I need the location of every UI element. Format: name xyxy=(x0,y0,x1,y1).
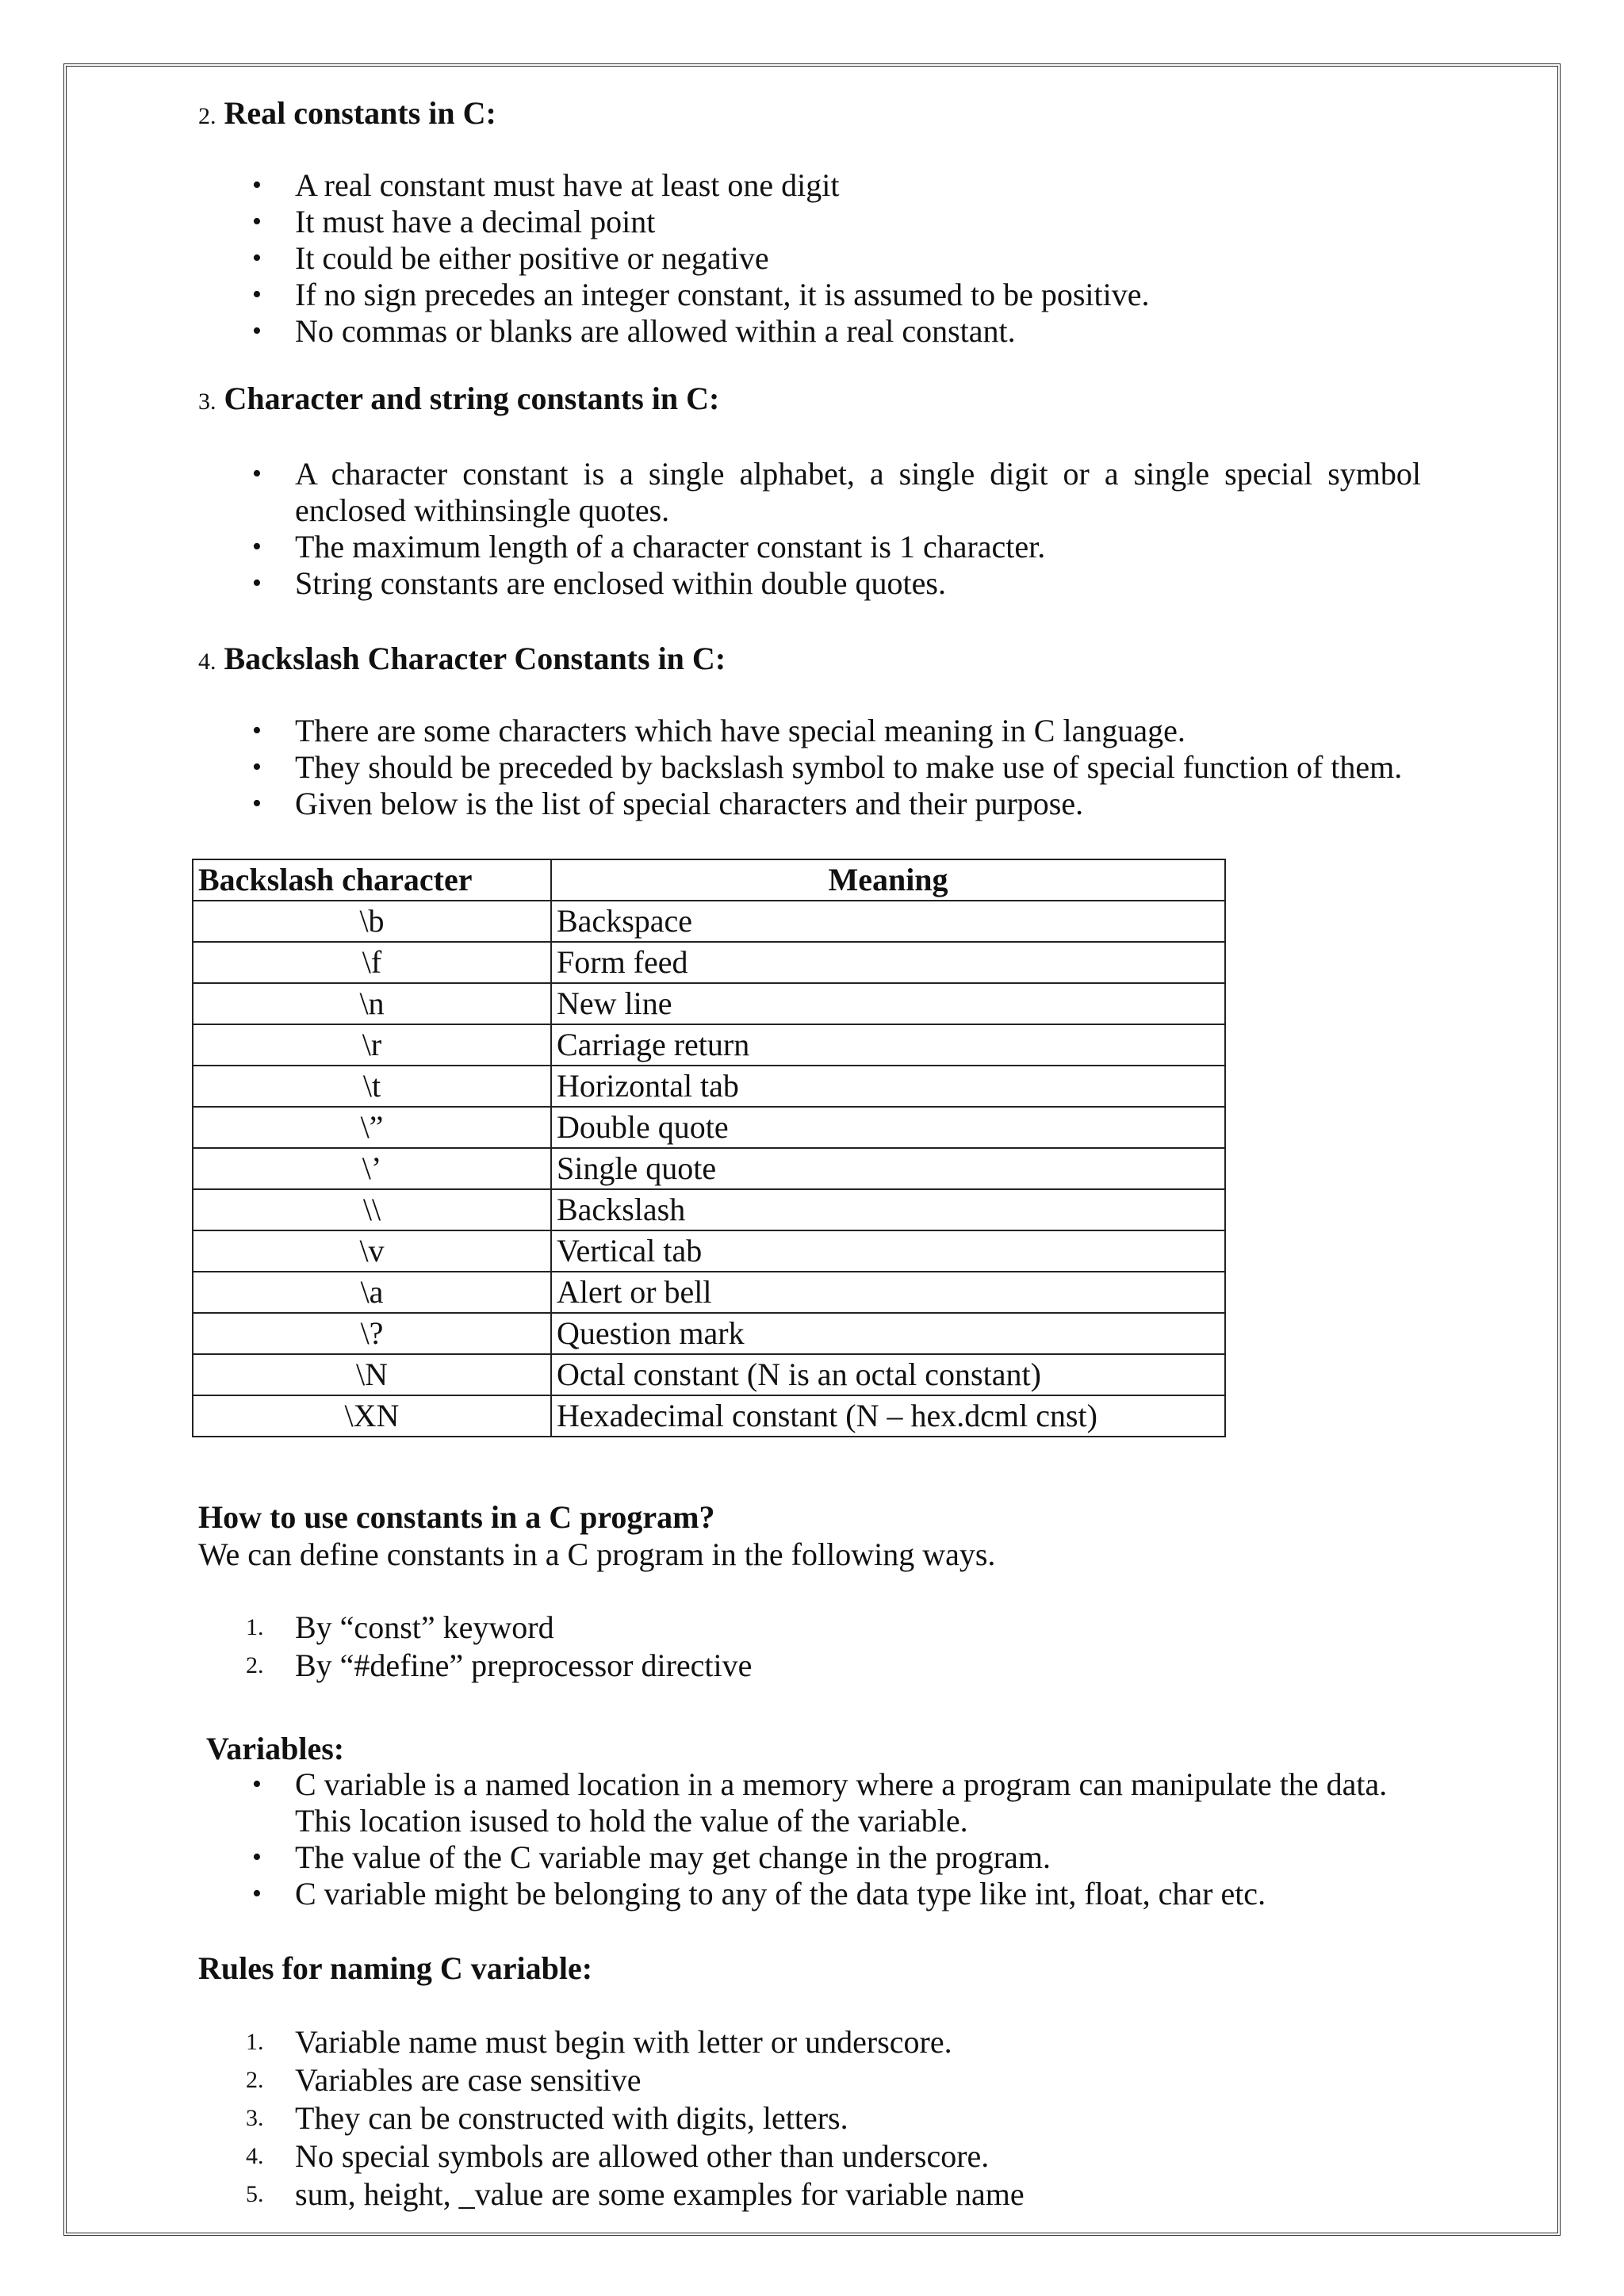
section-number: 2. xyxy=(198,103,216,129)
table-row xyxy=(193,1148,1225,1189)
heading-how-to-use-constants xyxy=(198,1499,715,1536)
list-item xyxy=(246,2175,1025,2214)
table-cell-meaning: Backspace xyxy=(551,901,1225,942)
list-item xyxy=(246,2061,1025,2099)
table-cell-character: \\ xyxy=(193,1189,551,1230)
list-item: • C variable is a named location in a memory where a program can manipulate the data. This location isused to hold the value of the variable. xyxy=(295,1766,1389,1839)
list-item: • C variable might be belonging to any of the data type like int, float, char etc. xyxy=(295,1876,1389,1912)
table-cell-character: \N xyxy=(193,1354,551,1395)
list-item: • There are some characters which have special meaning in C language. xyxy=(295,713,1484,749)
table-row xyxy=(193,1395,1225,1437)
list-item xyxy=(246,2023,1025,2061)
table-cell-character: \XN xyxy=(193,1395,551,1437)
table-cell-meaning: Hexadecimal constant (N – hex.dcml cnst) xyxy=(551,1395,1225,1437)
column-header-backslash-character: Backslash character xyxy=(193,859,551,901)
table-row xyxy=(193,1272,1225,1313)
heading-rules-naming-variables xyxy=(198,1950,592,1987)
table-cell-meaning: Carriage return xyxy=(551,1024,1225,1066)
list-item: • It must have a decimal point xyxy=(295,204,1437,240)
table-cell-character: \t xyxy=(193,1066,551,1107)
table-row xyxy=(193,983,1225,1024)
table-cell-character: \” xyxy=(193,1107,551,1148)
table-cell-character: \? xyxy=(193,1313,551,1354)
section-title: How to use constants in a C program? xyxy=(198,1499,715,1535)
item-number: 3. xyxy=(246,2105,264,2131)
backslash-characters-table xyxy=(192,859,1226,1437)
table-row xyxy=(193,1313,1225,1354)
item-number: 1. xyxy=(246,2029,264,2055)
list-item xyxy=(246,2099,1025,2137)
table-cell-character: \r xyxy=(193,1024,551,1066)
table-row xyxy=(193,1189,1225,1230)
table-row xyxy=(193,942,1225,983)
item-text: By “#define” preprocessor directive xyxy=(295,1647,753,1683)
item-number: 2. xyxy=(246,1652,264,1678)
table-cell-meaning: Vertical tab xyxy=(551,1230,1225,1272)
item-number: 2. xyxy=(246,2067,264,2093)
heading-character-constants xyxy=(198,381,719,420)
table-cell-character: \a xyxy=(193,1272,551,1313)
list-item xyxy=(246,1609,752,1646)
real-constants-list xyxy=(295,167,1437,350)
section-number: 3. xyxy=(198,388,216,415)
table-cell-character: \v xyxy=(193,1230,551,1272)
item-text: Variable name must begin with letter or underscore. xyxy=(295,2024,952,2060)
list-item: • A character constant is a single alphabet, a single digit or a single special symbol enclosed withinsingle quotes. xyxy=(295,456,1421,529)
table-cell-meaning: Octal constant (N is an octal constant) xyxy=(551,1354,1225,1395)
list-item: • They should be preceded by backslash symbol to make use of special function of them. xyxy=(295,749,1484,786)
column-header-meaning: Meaning xyxy=(551,859,1225,901)
section-title: Character and string constants in C: xyxy=(224,381,720,416)
table-cell-character: \n xyxy=(193,983,551,1024)
table-cell-meaning: Double quote xyxy=(551,1107,1225,1148)
heading-backslash-constants xyxy=(198,641,726,680)
table-row xyxy=(193,1354,1225,1395)
list-item: • It could be either positive or negative xyxy=(295,240,1437,277)
item-number: 1. xyxy=(246,1614,264,1640)
section-title: Variables: xyxy=(206,1731,345,1766)
item-text: Variables are case sensitive xyxy=(295,2062,642,2098)
item-number: 5. xyxy=(246,2181,264,2207)
item-text: They can be constructed with digits, letters. xyxy=(295,2100,848,2136)
item-text: sum, height, _value are some examples for variable name xyxy=(295,2176,1025,2212)
section-number: 4. xyxy=(198,649,216,675)
list-item: • A real constant must have at least one digit xyxy=(295,167,1437,204)
table-header-row xyxy=(193,859,1225,901)
list-item: • The value of the C variable may get change in the program. xyxy=(295,1839,1389,1876)
table-row xyxy=(193,1066,1225,1107)
list-item: • String constants are enclosed within double quotes. xyxy=(295,565,1421,602)
list-item xyxy=(246,2137,1025,2175)
usage-list xyxy=(246,1609,753,1684)
heading-real-constants xyxy=(198,95,496,135)
item-text: No special symbols are allowed other than underscore. xyxy=(295,2138,990,2174)
rules-list xyxy=(246,2023,1025,2214)
table-cell-character: \f xyxy=(193,942,551,983)
list-item: • No commas or blanks are allowed within a real constant. xyxy=(295,313,1437,350)
table-row xyxy=(193,1107,1225,1148)
table-cell-meaning: Question mark xyxy=(551,1313,1225,1354)
list-item: • Given below is the list of special characters and their purpose. xyxy=(295,786,1484,822)
table-row xyxy=(193,901,1225,942)
item-text: By “const” keyword xyxy=(295,1609,554,1645)
item-number: 4. xyxy=(246,2143,264,2169)
table-cell-meaning: Alert or bell xyxy=(551,1272,1225,1313)
table-cell-meaning: Form feed xyxy=(551,942,1225,983)
table-cell-meaning: Single quote xyxy=(551,1148,1225,1189)
section-title: Real constants in C: xyxy=(224,95,496,131)
table-cell-meaning: Backslash xyxy=(551,1189,1225,1230)
section-title: Backslash Character Constants in C: xyxy=(224,641,726,676)
table-cell-character: \’ xyxy=(193,1148,551,1189)
list-item: • The maximum length of a character constant is 1 character. xyxy=(295,529,1421,565)
table-cell-meaning: Horizontal tab xyxy=(551,1066,1225,1107)
table-row xyxy=(193,1230,1225,1272)
character-constants-list xyxy=(295,456,1421,602)
table-row xyxy=(193,1024,1225,1066)
list-item: • If no sign precedes an integer constant, it is assumed to be positive. xyxy=(295,277,1437,313)
section-title: Rules for naming C variable: xyxy=(198,1950,593,1986)
table-cell-character: \b xyxy=(193,901,551,942)
variables-list xyxy=(295,1766,1389,1912)
backslash-constants-list xyxy=(295,713,1484,822)
list-item xyxy=(246,1647,753,1684)
usage-intro: We can define constants in a C program in the following ways. xyxy=(198,1536,996,1572)
table-cell-meaning: New line xyxy=(551,983,1225,1024)
heading-variables xyxy=(206,1731,344,1767)
